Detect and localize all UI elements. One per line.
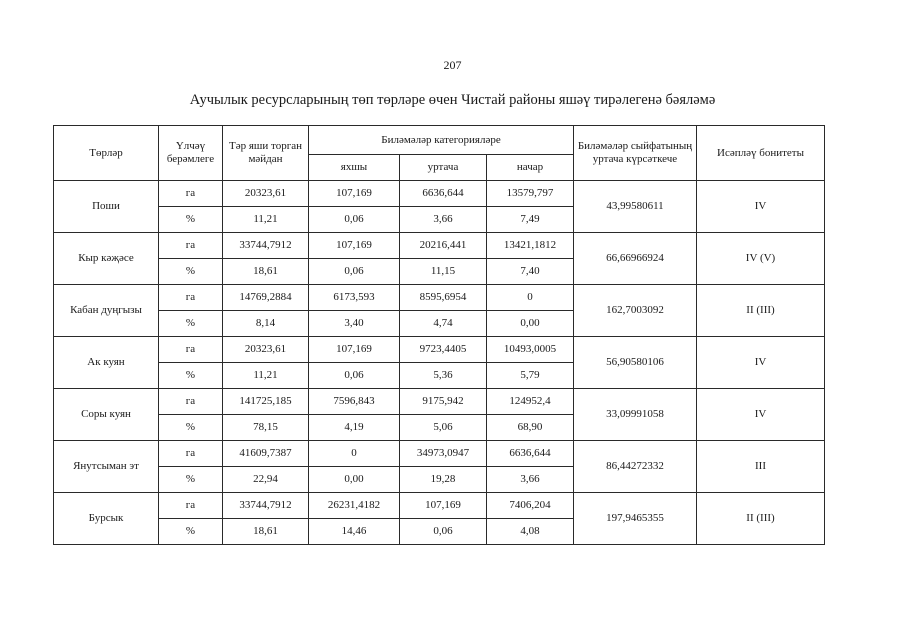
- area-cell: 78,15: [223, 415, 309, 441]
- species-cell: Бурсык: [54, 493, 159, 545]
- bad-cell: 13579,797: [487, 181, 574, 207]
- unit-cell: %: [159, 207, 223, 233]
- unit-cell: га: [159, 337, 223, 363]
- average-cell: 19,28: [400, 467, 487, 493]
- area-cell: 22,94: [223, 467, 309, 493]
- bonitet-cell: IV: [697, 389, 825, 441]
- area-cell: 33744,7912: [223, 493, 309, 519]
- unit-cell: га: [159, 389, 223, 415]
- good-cell: 26231,4182: [309, 493, 400, 519]
- average-cell: 5,36: [400, 363, 487, 389]
- species-cell: Поши: [54, 181, 159, 233]
- unit-cell: %: [159, 311, 223, 337]
- area-cell: 14769,2884: [223, 285, 309, 311]
- bad-cell: 10493,0005: [487, 337, 574, 363]
- area-cell: 33744,7912: [223, 233, 309, 259]
- header-unit: Үлчәү берәмлеге: [159, 126, 223, 181]
- avg-quality-cell: 162,7003092: [574, 285, 697, 337]
- area-cell: 8,14: [223, 311, 309, 337]
- unit-cell: га: [159, 233, 223, 259]
- unit-cell: га: [159, 285, 223, 311]
- bad-cell: 7406,204: [487, 493, 574, 519]
- bonitet-cell: II (III): [697, 493, 825, 545]
- avg-quality-cell: 66,66966924: [574, 233, 697, 285]
- table-row: [54, 181, 825, 207]
- bad-cell: 0: [487, 285, 574, 311]
- header-species: Төрләр: [54, 126, 159, 181]
- bad-cell: 7,49: [487, 207, 574, 233]
- table-row: [54, 233, 825, 259]
- unit-cell: %: [159, 467, 223, 493]
- average-cell: 0,06: [400, 519, 487, 545]
- species-cell: Кабан дуңгызы: [54, 285, 159, 337]
- area-cell: 18,61: [223, 519, 309, 545]
- header-area: Тәр яши торган мәйдан: [223, 126, 309, 181]
- area-cell: 41609,7387: [223, 441, 309, 467]
- table-row: [54, 389, 825, 415]
- header-bad: начар: [487, 155, 574, 181]
- avg-quality-cell: 56,90580106: [574, 337, 697, 389]
- header-average: уртача: [400, 155, 487, 181]
- area-cell: 20323,61: [223, 337, 309, 363]
- average-cell: 4,74: [400, 311, 487, 337]
- bad-cell: 4,08: [487, 519, 574, 545]
- species-cell: Соры куян: [54, 389, 159, 441]
- avg-quality-cell: 197,9465355: [574, 493, 697, 545]
- good-cell: 0,06: [309, 363, 400, 389]
- area-cell: 20323,61: [223, 181, 309, 207]
- good-cell: 107,169: [309, 181, 400, 207]
- unit-cell: га: [159, 181, 223, 207]
- good-cell: 14,46: [309, 519, 400, 545]
- avg-quality-cell: 43,99580611: [574, 181, 697, 233]
- good-cell: 3,40: [309, 311, 400, 337]
- average-cell: 5,06: [400, 415, 487, 441]
- average-cell: 34973,0947: [400, 441, 487, 467]
- table-row: [54, 285, 825, 311]
- species-cell: Кыр кәҗәсе: [54, 233, 159, 285]
- bad-cell: 5,79: [487, 363, 574, 389]
- bonitet-cell: III: [697, 441, 825, 493]
- page-title: Аучылык ресурсларының төп төрләре өчен Чистай районы яшәү тирәлегенә бәяләмә: [189, 92, 716, 108]
- good-cell: 0: [309, 441, 400, 467]
- average-cell: 6636,644: [400, 181, 487, 207]
- table-row: [54, 441, 825, 467]
- average-cell: 20216,441: [400, 233, 487, 259]
- unit-cell: %: [159, 415, 223, 441]
- good-cell: 7596,843: [309, 389, 400, 415]
- good-cell: 107,169: [309, 233, 400, 259]
- area-cell: 11,21: [223, 363, 309, 389]
- bonitet-cell: II (III): [697, 285, 825, 337]
- unit-cell: га: [159, 441, 223, 467]
- bad-cell: 7,40: [487, 259, 574, 285]
- assessment-table: [53, 125, 825, 545]
- good-cell: 0,00: [309, 467, 400, 493]
- average-cell: 9175,942: [400, 389, 487, 415]
- header-bonitet: Исәпләү бонитеты: [697, 126, 825, 181]
- unit-cell: %: [159, 363, 223, 389]
- area-cell: 11,21: [223, 207, 309, 233]
- species-cell: Ак куян: [54, 337, 159, 389]
- bonitet-cell: IV: [697, 337, 825, 389]
- bad-cell: 6636,644: [487, 441, 574, 467]
- page-number: 207: [443, 58, 462, 72]
- table-body: [54, 181, 825, 545]
- good-cell: 0,06: [309, 259, 400, 285]
- good-cell: 4,19: [309, 415, 400, 441]
- good-cell: 6173,593: [309, 285, 400, 311]
- average-cell: 11,15: [400, 259, 487, 285]
- area-cell: 18,61: [223, 259, 309, 285]
- area-cell: 141725,185: [223, 389, 309, 415]
- average-cell: 107,169: [400, 493, 487, 519]
- bad-cell: 0,00: [487, 311, 574, 337]
- bonitet-cell: IV: [697, 181, 825, 233]
- unit-cell: га: [159, 493, 223, 519]
- bad-cell: 124952,4: [487, 389, 574, 415]
- unit-cell: %: [159, 259, 223, 285]
- header-avg-quality: Биләмәләр сыйфатының уртача күрсәткече: [574, 126, 697, 181]
- bad-cell: 13421,1812: [487, 233, 574, 259]
- average-cell: 3,66: [400, 207, 487, 233]
- bad-cell: 68,90: [487, 415, 574, 441]
- species-cell: Янутсыман эт: [54, 441, 159, 493]
- good-cell: 107,169: [309, 337, 400, 363]
- average-cell: 8595,6954: [400, 285, 487, 311]
- average-cell: 9723,4405: [400, 337, 487, 363]
- bonitet-cell: IV (V): [697, 233, 825, 285]
- avg-quality-cell: 86,44272332: [574, 441, 697, 493]
- good-cell: 0,06: [309, 207, 400, 233]
- unit-cell: %: [159, 519, 223, 545]
- avg-quality-cell: 33,09991058: [574, 389, 697, 441]
- table-row: [54, 337, 825, 363]
- header-categories: Биләмәләр категорияләре: [309, 126, 574, 155]
- bad-cell: 3,66: [487, 467, 574, 493]
- header-good: яхшы: [309, 155, 400, 181]
- table-row: [54, 493, 825, 519]
